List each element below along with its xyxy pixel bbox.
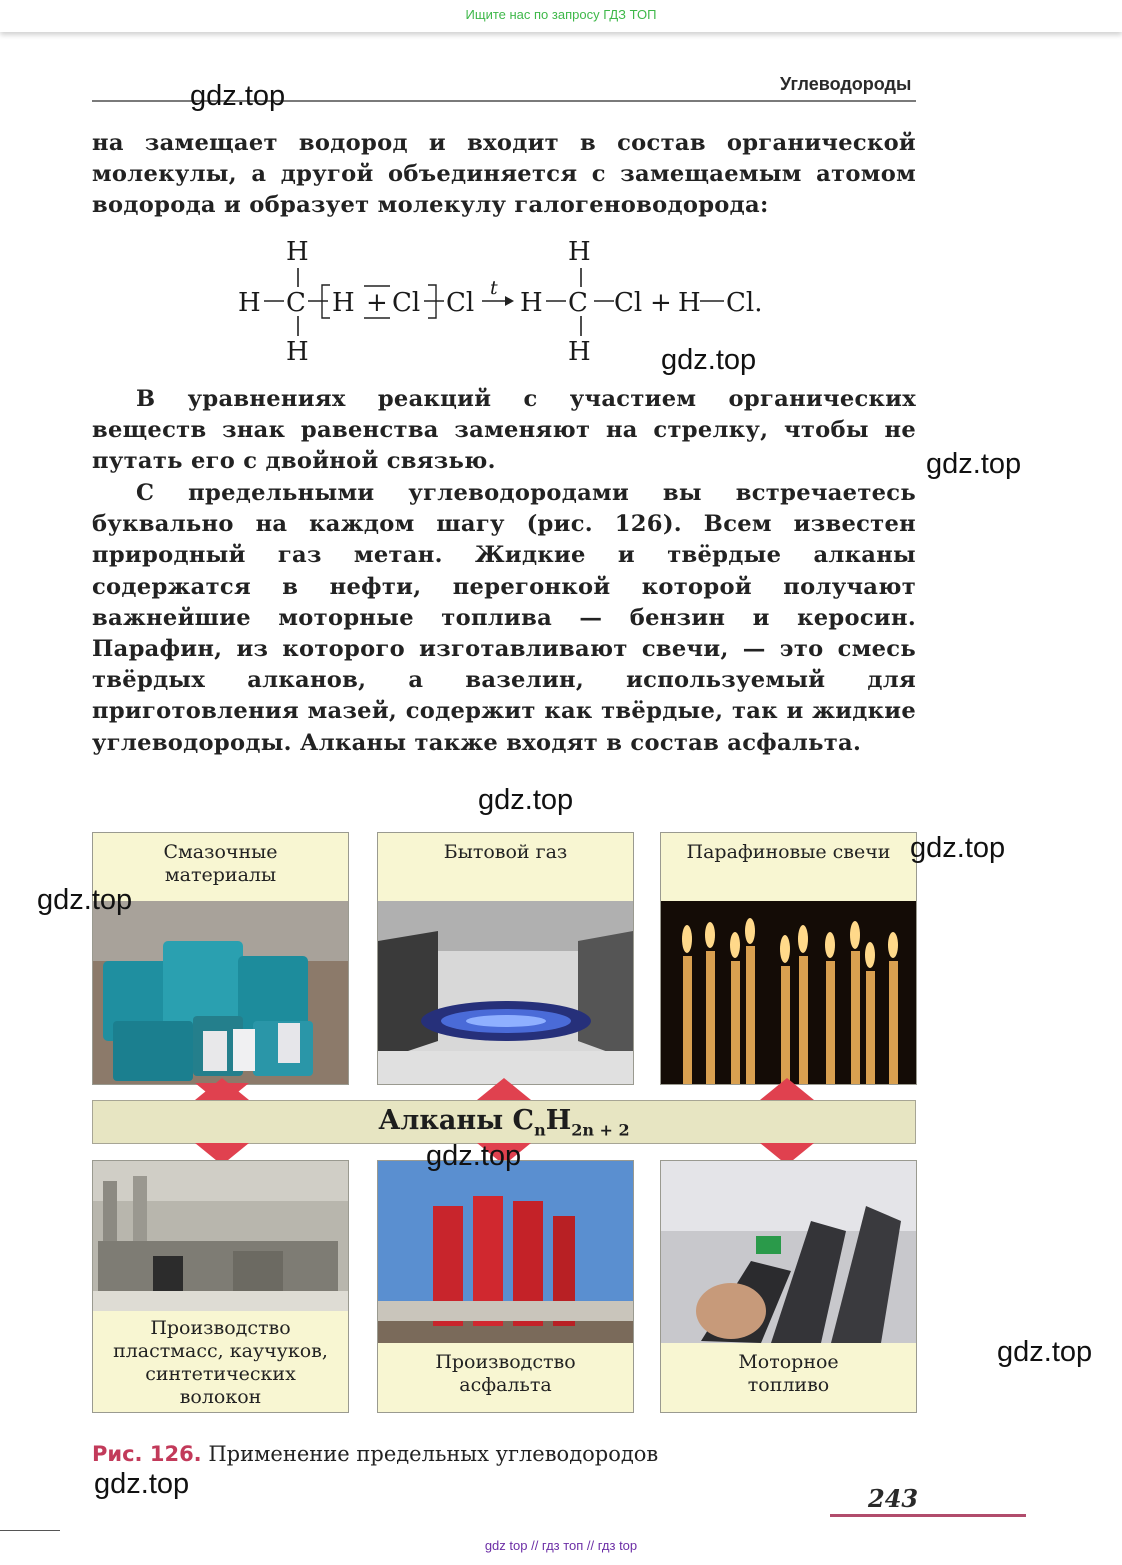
- watermark: gdz.top: [94, 1468, 190, 1500]
- page-number: 243: [868, 1484, 919, 1513]
- eq-h-product-bottom: H: [568, 337, 591, 367]
- watermark: gdz.top: [478, 784, 574, 816]
- panel-paraffin-candles: [660, 832, 917, 1085]
- plastics-factory-photo: [93, 1161, 348, 1311]
- figure-label: Рис. 126.: [92, 1442, 202, 1466]
- watermark: gdz.top: [190, 80, 286, 112]
- reaction-arrow-head: [505, 296, 514, 306]
- eq-cl-product: Cl: [614, 288, 643, 318]
- panel-caption: Смазочные материалы: [163, 841, 278, 886]
- panel-lubricants: [92, 832, 349, 1085]
- watermark: gdz.top: [426, 1140, 522, 1172]
- arrow-up: [760, 1078, 814, 1100]
- eq-h-product-left: H: [520, 288, 543, 318]
- top-banner[interactable]: Ищите нас по запросу ГДЗ ТОП: [0, 0, 1122, 32]
- eq-h-top-left: H: [286, 237, 309, 267]
- lubricant-canisters-photo: [93, 901, 348, 1084]
- corner-rule: [0, 1530, 60, 1531]
- paraffin-candles-photo: [661, 901, 916, 1084]
- fuel-nozzles-photo: [661, 1161, 916, 1343]
- watermark: gdz.top: [997, 1336, 1093, 1368]
- figure-caption: [92, 1442, 658, 1466]
- panel-caption: Производство асфальта: [435, 1351, 576, 1396]
- paragraph-3: С предельными углеводородами вы встречаетесь буквально на каждом шагу (рис. 126). Всем известен природный газ метан. Жидкие и твёрдые алканы содержатся в нефти, перегонкой которой получают важнейшие моторные топлива — бензин и керосин. Парафин, из которого изготавливают свечи, — это смесь твёрдых алканов, а вазелин, используемый для приготовления мазей, содержит как твёрдые, так и жидкие углеводороды. Алканы также входят в состав асфальта.: [92, 480, 916, 756]
- eq-h-left: H: [238, 288, 261, 318]
- paragraph-2: В уравнениях реакций с участием органических веществ знак равенства заменяют на стрелку, чтобы не путать его с двойной связью.: [92, 386, 916, 475]
- watermark: gdz.top: [910, 832, 1006, 864]
- panel-caption: Производство пластмасс, каучуков, синтетических волокон: [113, 1317, 328, 1408]
- page-number-rule: [830, 1514, 1026, 1517]
- panel-plastics: [92, 1160, 349, 1413]
- eq-c-left: C: [286, 288, 306, 318]
- asphalt-plant-photo: [378, 1161, 633, 1343]
- eq-condition: t: [490, 277, 498, 299]
- eq-h-removed: H: [332, 288, 355, 318]
- gas-burner-flame-photo: [378, 901, 633, 1084]
- eq-cl-removed: Cl: [392, 288, 421, 318]
- paragraph-1: на замещает водород и входит в состав органической молекулы, а другой объединяется с замещаемым атомом водорода и образует молекулу галогеноводорода:: [92, 130, 916, 219]
- eq-h-bottom-left: H: [286, 337, 309, 367]
- panel-caption: Бытовой газ: [443, 841, 568, 863]
- bracket-left: [322, 285, 330, 318]
- eq-plus: +: [650, 288, 672, 318]
- panel-motor-fuel: [660, 1160, 917, 1413]
- eq-h-hcl: H: [678, 288, 701, 318]
- running-head: Углеводороды: [780, 74, 912, 94]
- bracket-right: [428, 285, 436, 318]
- arrow-up: [477, 1078, 531, 1100]
- eq-cl-hcl: Cl.: [726, 288, 763, 318]
- eq-plus-removed: +: [366, 288, 388, 318]
- eq-c-product: C: [568, 288, 588, 318]
- eq-cl-reagent: Cl: [446, 288, 475, 318]
- panel-asphalt: [377, 1160, 634, 1413]
- figure-caption-text: Применение предельных углеводородов: [208, 1442, 659, 1466]
- alkanes-banner: Алканы $C_nH_{2n + 2}$: [92, 1100, 916, 1144]
- panel-caption: Моторное топливо: [738, 1351, 839, 1396]
- arrow-up: [195, 1078, 249, 1100]
- watermark: gdz.top: [37, 884, 133, 916]
- watermark: gdz.top: [926, 448, 1022, 480]
- eq-h-product-top: H: [568, 237, 591, 267]
- footer-links[interactable]: gdz top // гдз топ // гдз top: [484, 1538, 638, 1553]
- watermark: gdz.top: [661, 344, 757, 376]
- panel-caption: Парафиновые свечи: [686, 841, 891, 863]
- panel-household-gas: [377, 832, 634, 1085]
